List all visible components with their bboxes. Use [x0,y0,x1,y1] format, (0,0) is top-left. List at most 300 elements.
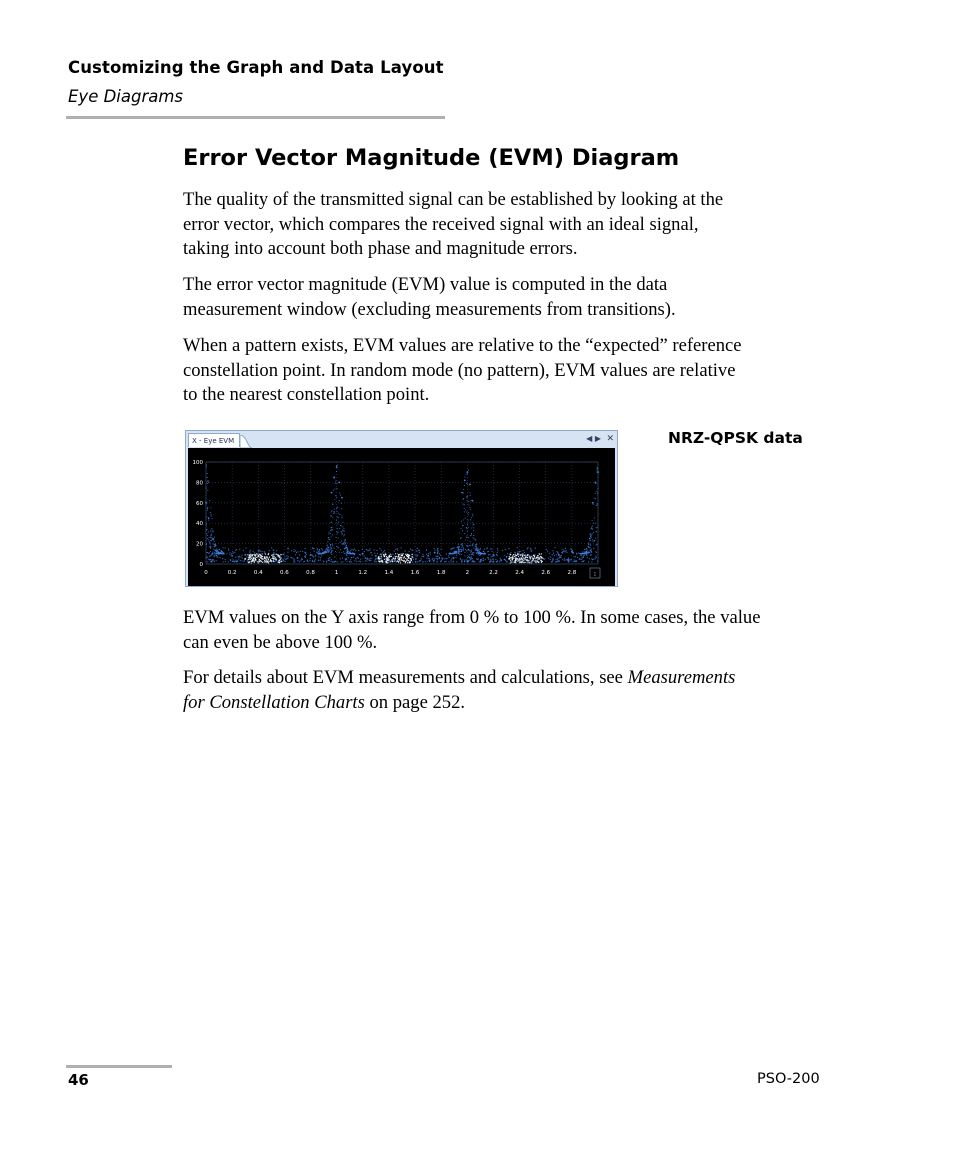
x-tick-label: 1.4 [384,570,394,576]
data-point [512,559,513,560]
text-run: on page 252. [364,691,466,713]
data-point [280,554,281,555]
data-point [416,550,417,551]
data-point [437,548,438,549]
data-point [394,561,395,562]
data-point [470,509,471,510]
data-point [305,548,306,549]
data-point [469,484,471,486]
data-point [595,538,596,539]
data-point [471,549,472,550]
data-point [522,561,523,562]
cross-reference-link[interactable]: for Constellation Charts [183,691,365,713]
data-point [359,561,360,562]
data-point [464,533,465,534]
data-point [248,557,249,558]
data-point [344,553,345,554]
data-point [342,534,343,535]
data-point [315,559,316,560]
data-point [332,544,333,545]
x-tick-label: 2.4 [515,570,524,576]
data-point [501,559,502,560]
data-point [207,490,208,491]
data-point [522,559,523,560]
data-point [375,559,376,560]
data-point [420,560,421,561]
data-point [329,538,330,539]
data-point [214,555,215,556]
data-point [274,556,275,557]
data-point [272,555,273,556]
data-point [588,543,589,544]
data-point [483,551,484,552]
data-point [440,561,441,562]
data-point [390,561,391,562]
data-point [355,558,356,559]
data-point [398,559,399,560]
data-point [402,554,403,555]
data-point [463,547,464,548]
data-point [461,544,462,545]
data-point [222,552,223,553]
data-point [331,527,332,528]
data-point [469,507,470,508]
data-point [414,554,415,555]
evm-graph-window[interactable] [185,430,618,587]
data-point [408,557,409,558]
data-point [336,546,337,547]
data-point [207,538,208,539]
data-point [594,540,595,541]
data-point [326,560,327,561]
data-point [206,488,207,489]
data-point [275,557,276,558]
data-point [400,557,401,558]
data-point [471,517,472,518]
data-point [492,556,493,557]
data-point [450,561,451,562]
data-point [407,556,408,557]
data-point [272,554,273,555]
data-point [334,476,335,477]
tab-scroll-arrows-icon[interactable]: ◀ ▶ [586,434,601,443]
data-point [331,548,332,549]
data-point [479,552,480,553]
data-point [547,551,548,552]
data-point [478,561,479,562]
data-point [589,538,590,539]
data-point [331,554,332,555]
data-point [206,464,207,465]
data-point [242,558,243,559]
data-point [459,532,460,533]
data-point [260,560,261,561]
data-point [468,470,469,471]
data-point [257,561,258,562]
data-point [459,554,460,555]
data-point [529,556,530,557]
data-point [550,559,551,560]
data-point [260,551,261,552]
data-point [467,520,468,521]
data-point [345,553,346,554]
data-point [230,560,231,561]
data-point [334,512,335,513]
data-point [284,556,285,557]
data-point [466,559,467,560]
data-point [210,551,211,552]
data-point [497,561,498,562]
data-point [535,548,536,549]
data-point [472,515,473,516]
data-point [465,474,466,475]
data-point [563,551,564,552]
data-point [593,504,594,505]
data-point [473,524,474,525]
data-point [245,548,246,549]
data-point [251,562,252,563]
data-point [211,561,212,562]
data-point [585,548,586,549]
data-point [297,551,298,552]
data-point [392,554,393,555]
data-point [466,527,467,528]
product-name: PSO-200 [757,1071,820,1087]
data-point [449,553,450,554]
data-point [212,552,213,553]
data-point [332,534,333,535]
data-point [258,550,259,551]
data-point [437,549,438,550]
data-point [381,561,382,562]
data-point [468,501,469,502]
x-tick-label: 0.8 [306,570,315,576]
data-point [334,561,335,562]
data-point [358,550,359,551]
data-point [212,518,213,519]
data-point [467,545,468,546]
data-point [329,557,330,558]
data-point [436,556,437,557]
data-point [515,558,516,559]
data-point [207,483,208,484]
data-point [453,561,454,562]
data-point [546,549,547,550]
data-point [529,562,530,563]
data-point [213,539,214,540]
data-point [595,498,596,499]
data-point [337,532,338,533]
data-point [346,559,347,560]
data-point [209,552,210,553]
data-point [488,554,489,555]
tab-x-eye-evm[interactable]: X - Eye EVM [188,433,240,447]
data-point [596,531,597,532]
data-point [578,552,579,553]
data-point [340,549,341,550]
data-point [472,561,473,562]
data-point [513,558,514,559]
data-point [557,552,558,553]
data-point [389,556,390,557]
data-point [294,561,295,562]
data-point [534,556,535,557]
data-point [322,549,323,550]
data-point [228,548,229,549]
data-point [212,539,213,540]
data-point [586,555,587,556]
data-point [491,548,492,549]
data-point [596,557,597,558]
data-point [459,551,460,552]
data-point [444,558,445,559]
data-point [324,552,325,553]
data-point [446,561,447,562]
data-point [241,560,242,561]
data-point [561,555,562,556]
data-point [593,532,594,533]
data-point [517,553,518,554]
data-point [500,558,501,559]
data-point [504,555,505,556]
data-point [355,550,356,551]
cross-reference-link[interactable]: Measurements [627,667,736,688]
data-point [471,556,472,557]
paragraph-see-also [183,666,823,715]
data-point [331,492,333,494]
data-point [252,555,253,556]
data-point [216,553,217,554]
data-point [211,534,212,535]
data-point [214,552,215,553]
close-icon[interactable]: ✕ [606,434,614,444]
data-point [388,560,389,561]
data-point [458,547,459,548]
data-point [467,561,468,562]
data-point [472,560,473,561]
data-point [481,560,482,561]
data-point [480,548,481,549]
data-point [220,553,221,554]
data-point [393,557,394,558]
data-point [588,546,589,547]
data-point [587,552,588,553]
data-point [588,561,589,562]
data-point [466,500,467,501]
data-point [334,488,335,489]
data-point [305,552,306,553]
data-point [248,562,249,563]
data-point [387,557,388,558]
data-point [281,558,282,559]
data-point [526,557,527,558]
data-point [250,559,251,560]
data-point [469,557,470,558]
data-point [412,557,413,558]
data-point [540,558,541,559]
data-point [471,527,472,528]
data-point [214,561,215,562]
data-point [475,550,476,551]
data-point [439,553,440,554]
data-point [331,522,332,523]
data-point [373,549,374,550]
data-point [342,526,343,527]
data-point [556,561,557,562]
data-point [250,554,251,555]
data-point [324,551,325,552]
data-point [266,560,267,561]
data-point [338,522,339,523]
data-point [276,559,277,560]
data-point [496,554,497,555]
data-point [467,473,468,474]
data-point [520,551,521,552]
data-point [260,554,261,555]
data-point [309,560,310,561]
data-point [248,554,249,555]
data-point [514,556,515,557]
data-point [483,560,484,561]
text-line [183,666,823,691]
data-point [323,561,324,562]
data-point [210,514,211,515]
data-point [473,554,474,555]
data-point [457,551,458,552]
data-point [491,556,492,557]
data-point [576,553,577,554]
data-point [509,556,510,557]
data-point [586,551,587,552]
data-point [384,550,385,551]
data-point [476,548,477,549]
data-point [465,509,466,510]
data-point [353,549,354,550]
data-point [208,480,209,481]
data-point [464,511,465,512]
data-point [405,561,406,562]
data-point [451,548,452,549]
data-point [453,553,454,554]
data-point [213,549,214,550]
data-point [331,559,332,560]
data-point [383,551,384,552]
data-point [334,548,335,549]
data-point [541,553,542,554]
data-point [207,561,208,562]
data-point [337,464,338,465]
data-point [565,551,566,552]
paragraph-pattern-mode [183,334,823,408]
data-point [360,561,361,562]
x-tick-label: 1.2 [358,570,368,576]
data-point [527,548,528,549]
data-point [333,511,334,512]
data-point [345,548,346,549]
data-point [442,559,443,560]
x-tick-label: 2 [465,570,470,576]
data-point [351,561,352,562]
data-point [212,530,213,531]
data-point [341,561,342,562]
data-point [404,560,405,561]
data-point [529,558,530,559]
data-point [473,552,474,553]
data-point [470,545,471,546]
data-point [318,556,319,557]
page-number: 46 [68,1071,89,1089]
data-point [506,556,508,558]
data-point [210,543,211,544]
data-point [508,548,509,549]
data-point [441,560,442,561]
data-point [555,561,556,562]
data-point [561,557,562,558]
data-point [371,558,372,559]
data-point [580,559,581,560]
data-point [246,556,247,557]
data-point [386,561,387,562]
x-tick-label: 1.8 [436,570,446,576]
data-point [352,553,353,554]
data-point [456,555,457,556]
data-point [327,546,328,547]
data-point [409,562,410,563]
data-point [207,473,208,474]
data-point [300,560,301,561]
data-point [332,517,333,518]
data-point [207,535,208,536]
data-point [349,553,350,554]
data-point [441,557,442,558]
data-point [264,560,265,561]
text-line: The quality of the transmitted signal can be established by looking at the [183,189,724,210]
data-point [293,549,294,550]
data-point [573,561,574,562]
data-point [597,527,598,528]
data-point [232,551,233,552]
data-point [395,560,396,561]
data-point [217,553,218,554]
data-point [413,557,414,558]
data-point [335,481,336,482]
data-point [524,552,525,553]
data-point [226,553,227,554]
data-point [206,516,207,517]
data-point [366,549,367,550]
data-point [591,551,592,552]
data-point [254,562,255,563]
data-point [518,561,519,562]
data-point [468,537,469,538]
data-point [470,495,471,496]
data-point [568,561,569,562]
data-point [353,557,354,558]
data-point [359,554,360,555]
data-point [500,560,501,561]
data-point [273,549,274,550]
data-point [381,550,382,551]
data-point [410,549,411,550]
data-point [562,549,563,550]
data-point [488,559,489,560]
data-point [430,552,431,553]
data-point [527,562,528,563]
data-point [490,559,491,560]
data-point [593,559,594,560]
data-point [234,552,235,553]
data-point [512,561,513,562]
